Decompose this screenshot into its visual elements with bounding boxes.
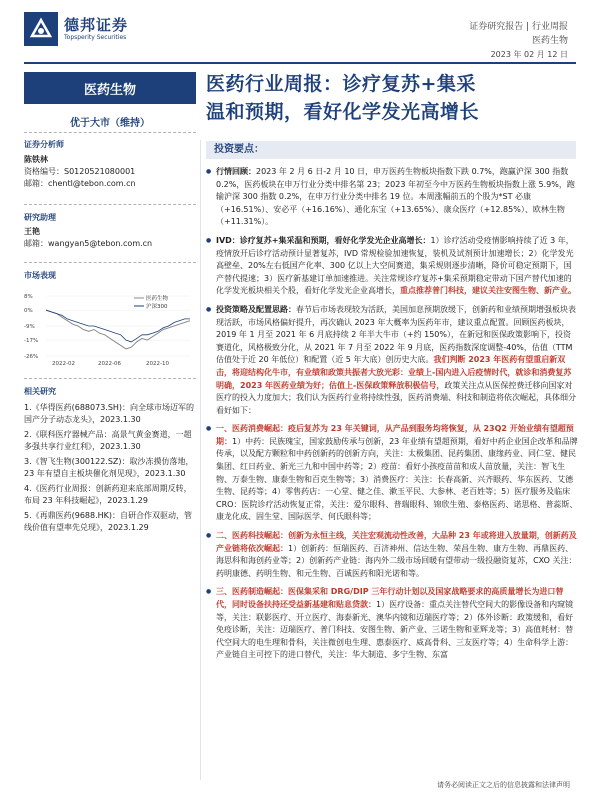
report-type bbox=[469, 20, 568, 48]
analyst-info bbox=[24, 154, 196, 190]
market-section-title: 市场表现 bbox=[24, 271, 56, 280]
x-tick-label: 2022-10 bbox=[146, 361, 169, 367]
y-tick-label: -9% bbox=[24, 324, 35, 330]
header-divider bbox=[24, 62, 576, 64]
analyst-license: 资格编号：S0120521080001 bbox=[24, 167, 136, 176]
report-title-line1: 医药行业周报：诊疗复苏+集采 bbox=[206, 73, 476, 95]
market-performance-chart bbox=[24, 290, 196, 372]
brand-name: 德邦证券 bbox=[64, 16, 129, 34]
related-item[interactable]: 1.《华得医药(688073.SH)：向全球市场迈军的国产分子动态龙头》，2023.1.30 bbox=[24, 403, 195, 424]
investment-points-title: 投资要点： bbox=[206, 141, 576, 159]
related-item[interactable]: 4.《医药行业周报：创新药迎来底部周期反转，布局 23 年科技崛起》，2023.1.29 bbox=[24, 484, 192, 505]
manufacturing-paragraph bbox=[206, 586, 578, 662]
divider bbox=[24, 204, 196, 205]
ivd-paragraph bbox=[206, 235, 578, 298]
report-title bbox=[206, 70, 576, 126]
y-tick-label: -17% bbox=[24, 338, 39, 345]
series-line bbox=[46, 310, 190, 349]
bullet-lead: 二、医药科技崛起：创新为永恒主线，关注宏观流动性改善，大品种 23 年或将进入放量期，创新药及产业链将依次崛起： bbox=[216, 531, 577, 553]
report-type-label: 证券研究报告 | 行业周报 bbox=[469, 22, 568, 32]
bullet-lead: 投资策略及配置思路： bbox=[216, 304, 296, 314]
y-tick-label: -26% bbox=[24, 354, 39, 360]
report-sector-label: 医药生物 bbox=[531, 36, 568, 46]
consumption-paragraph bbox=[206, 423, 578, 524]
bullet-text: 1）诊疗活动受疫情影响持续了近 3 年，疫情放开后诊疗活动预计显著复苏，IVD 常规检验加速恢复，装机及试剂预计加速增长；2）化学发光高壁垒、20%左右低国产化率、300 亿以上大空间赛道，集采规则逐步清晰，降价可稳定预期下，国产替代提速；3）医疗新基建订单加速推进。关注常规诊疗复苏+集采预期稳定带动下国产替代加速的化学发光板块相关个股，看好化学发光企业高增长， bbox=[216, 235, 574, 296]
footer-disclaimer: 请务必阅读正文之后的信息披露和法律声明 bbox=[437, 781, 570, 789]
assistant-section-title: 研究助理 bbox=[24, 213, 56, 222]
divider bbox=[24, 378, 196, 379]
bullet-lead: 三、医药制造崛起：医保集采和 DRG/DIP 三年行动计划以及国家战略要求的高质量增长为进口替代，同时设备扶持还受益新基建和贴息贷款： bbox=[216, 587, 564, 609]
divider bbox=[24, 262, 196, 263]
report-title-line2: 温和预期，看好化学发光高增长 bbox=[206, 101, 480, 123]
market-review-paragraph bbox=[206, 166, 578, 229]
assistant-name: 王艳 bbox=[24, 227, 40, 236]
bullet-text: 2023 年 2 月 6 日-2 月 10 日，申万医药生物板块指数下跌 0.7%，跑赢沪深 300 指数 0.2%，医药板块在申万行业分类中排名第 23；2023 年初至今中万医药生物板块指数上涨 5.9%，跑输沪深 300 指数 0.2%，在申万行业分类中排名 19 位。本周涨幅前五的个股为*ST 必康（+16.51%）、安必平（+16.16%）、通化东宝（+13.65%）、康众医疗（+12.85%）、欧林生物（+11.31%）。 bbox=[216, 167, 575, 227]
analyst-section-title: 证券分析师 bbox=[24, 140, 64, 149]
investment-points-body bbox=[206, 166, 578, 662]
brand-name-en: Topsperity Securities bbox=[64, 34, 127, 41]
legend-label: 医药生物 bbox=[146, 296, 169, 302]
related-item[interactable]: 5.《再鼎医药(9688.HK)：自研合作双驱动，管线价值有望率先兑现》，2023.1.29 bbox=[24, 511, 193, 532]
technology-paragraph bbox=[206, 530, 578, 580]
bullet-lead: 行情回顾： bbox=[216, 167, 256, 176]
divider bbox=[24, 132, 196, 133]
bullet-text: 春节后市场表现较为活跃，美国加息预期放缓下，创新药和业绩预期增强板块表现活跃，市场风格偏好提升，再次确认 2023 年大概率为医药年市，建议重点配置。回顾医药板块，2019 年 1 月至 2021 年 6 月底持续 2 年半大牛市（+约 150%），在新冠和医保政策影响下，投资赛道化，风格极致分化，从 2021 年 7 月至 2022 年 9 月底，医药指数深度调整-40%，估值（TTM 估值处于近 20 年低位）和配置（近 5 年大底）创历史大底。 bbox=[216, 304, 576, 365]
bullet-highlight: 我们判断 2023 年医药有望重启新双击，将迎结构化牛市，有业绩和政策共振者大放光彩：业绩上-国内进入后疫情时代，就诊和消费复苏明确，2023 年医药业绩为好；估值上-医保政策释放积极信号， bbox=[216, 355, 572, 390]
related-research-list bbox=[24, 402, 196, 534]
analyst-name: 陈铁林 bbox=[24, 155, 48, 164]
bullet-highlight: 重点推荐普门科技，建议关注安图生物、新产业。 bbox=[400, 286, 576, 296]
bullet-text: 政策关注点从医保控费迁移向国家对医疗的投入力度加大；我们认为医药行业将持续性强，医药消费端、科技和制造将依次崛起，具体细分看好如下： bbox=[216, 380, 576, 415]
rating-label: 优于大市（维持） bbox=[70, 118, 150, 129]
bullet-text: 1）医疗设备：重点关注替代空间大的影像设备和内窥镜等，关注：联影医疗、开立医疗、海泰新光、澳华内镜和迈瑞医疗等；2）体外诊断：政策缓和，看好免疫诊断，关注：迈瑞医疗、普门科技、安图生物、新产业、三诺生物和亚辉龙等；3）高值耗材：替代空间大的电生理和骨科，关注微创电生理、惠泰医疗、威高骨科、三友医疗等；4）生命科学上游：产业链自主可控下的进口替代，关注：华大制造、多宁生物、东富 bbox=[216, 600, 574, 660]
y-tick-label: 8% bbox=[24, 294, 33, 300]
column-divider bbox=[200, 140, 201, 780]
bullet-text: 1）中药：民族瑰宝，国家鼓励传承与创新，23 年业绩有望超预期，看好中药企业国企改革和品牌传承，以及配方颗粒和中药创新药的创新方向，关注：太极集团、昆药集团、康缘药业、同仁堂、健民集团、红日药业、新光三九和中国中药等；2）疫苗：看好小孩疫苗苗和成人苗放量，关注：智飞生物、万泰生物、康泰生物和百克生物等；3）消费医疗：关注：长春高新、兴齐眼药、华东医药、艾德生物、昆药等；4）零售药店：一心堂、健之佳、漱玉平民、大参林、老百姓等；5）医疗服务及临床 CRO：医院诊疗活动恢复正常，关注：爱尔眼科、普瑞眼科、锦欣生殖、泰格医药、诺思格、普蕊斯、康龙化成、固生堂、国际医学、何氏眼科等； bbox=[216, 436, 578, 522]
strategy-paragraph bbox=[206, 304, 578, 417]
assistant-info bbox=[24, 226, 196, 250]
report-date: 2023 年 02 月 12 日 bbox=[490, 50, 568, 59]
related-item[interactable]: 3.《智飞生物(300122.SZ)：取沙冻摸仿落地，23 年有望自主板块催化剂见现》，2023.1.30 bbox=[24, 457, 194, 478]
related-section-title: 相关研究 bbox=[24, 387, 56, 396]
legend-label: 沪深300 bbox=[146, 304, 168, 310]
bullet-text: 1）创新药：恒瑞医药、百济神州、信达生物、荣昌生物、康方生物、再鼎医药、海思科和海创药业等；2）创新药产业链：海内外二级市场回暖有望带动一级投融资复苏，CXO 关注：药明康德、药明生物、和元生物、百诚医药和阳光诺和等。 bbox=[216, 543, 577, 578]
assistant-email[interactable]: 邮箱：wangyan5@tebon.com.cn bbox=[24, 239, 153, 248]
related-item[interactable]: 2.《联科医疗器械产品：高景气黄金赛道，一超多强共享行业红利》，2023.1.30 bbox=[24, 430, 192, 451]
sector-label: 医药生物 bbox=[24, 72, 196, 104]
x-tick-label: 2022-06 bbox=[98, 361, 121, 367]
bullet-lead: IVD：诊疗复苏+集采温和预期，看好化学发光企业高增长： bbox=[216, 235, 431, 245]
y-tick-label: 0% bbox=[24, 308, 33, 315]
bullet-lead: 一、医药消费崛起：疫后复苏为 23 年关键词，从产品到服务均将恢复，从 23Q2 开始业绩有望超预期： bbox=[216, 424, 574, 446]
brand-logo-icon bbox=[24, 12, 58, 46]
x-tick-label: 2022-02 bbox=[52, 361, 75, 367]
analyst-email[interactable]: 邮箱：chentl@tebon.com.cn bbox=[24, 179, 136, 188]
market-chart-svg bbox=[24, 290, 196, 372]
